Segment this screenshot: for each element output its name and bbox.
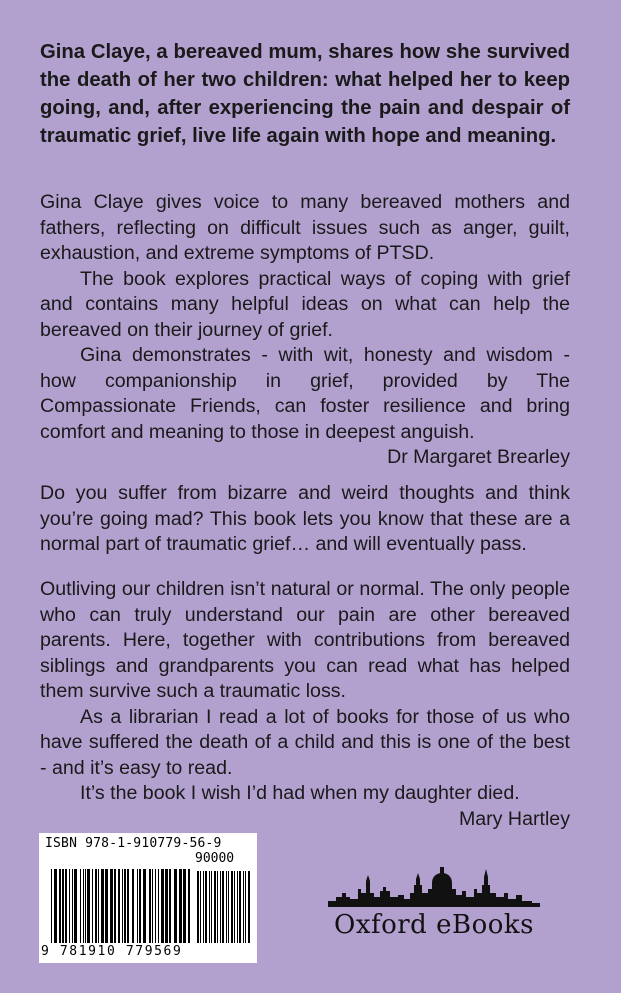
barcode-bar <box>51 869 52 943</box>
barcode-bar <box>74 869 77 943</box>
barcode-bar <box>85 869 86 943</box>
barcode-bar <box>80 869 81 943</box>
review-paragraph: It’s the book I wish I’d had when my daughter died. <box>80 782 520 804</box>
barcode-bar <box>165 869 168 943</box>
barcode-bar <box>174 869 177 943</box>
review-hartley <box>40 577 570 832</box>
barcode-bar <box>234 871 235 943</box>
barcode-bar <box>83 869 84 943</box>
review-paragraph: Gina demonstrates - with wit, honesty and wisdom - how companionship in grief, provided by The Compassionate Friends, can foster resilience and bring comfort and meaning to those in deepest anguish. <box>40 344 570 443</box>
barcode-bar <box>122 869 123 943</box>
barcode-bar <box>237 871 238 943</box>
barcode-bar <box>137 869 138 943</box>
barcode-bar <box>245 871 246 943</box>
isbn-label: ISBN 978-1-910779-56-9 <box>45 836 222 851</box>
barcode-bar <box>158 869 159 943</box>
barcode-bar <box>188 869 190 943</box>
barcode-bar <box>217 871 218 943</box>
barcode-bar <box>197 871 199 943</box>
barcode-bar <box>114 869 116 943</box>
barcode-bar <box>222 871 224 943</box>
question-text: Do you suffer from bizarre and weird thoughts and think you’re going mad? This book lets you know that these are a normal part of traumatic grief… and will eventually pass. <box>40 482 570 555</box>
review-author: Mary Hartley <box>458 807 570 830</box>
barcode-bar <box>209 871 210 943</box>
barcode-bar <box>161 869 164 943</box>
barcode-bar <box>110 869 113 943</box>
barcode-bar <box>62 869 64 943</box>
review-paragraph: The book explores practical ways of coping with grief and contains many helpful ideas on what can help the bereaved on their journey of grief. <box>40 267 570 341</box>
review-paragraph: As a librarian I read a lot of books for those of us who have suffered the death of a child and this is one of the best - and it’s easy to read. <box>40 705 570 779</box>
ean-digits: 9 781910 779569 <box>41 944 183 959</box>
barcode-bar <box>239 871 241 943</box>
barcode-bar <box>95 869 97 943</box>
barcode-bar <box>214 871 216 943</box>
barcode-bar <box>155 869 156 943</box>
barcode-bar <box>152 869 153 943</box>
barcode-bar <box>143 869 146 943</box>
intro-blurb: Gina Claye, a bereaved mum, shares how she survived the death of her two children: what helped her to keep going, and, after experiencing the pain and despair of traumatic grief, live life again with hope and meaning. <box>40 41 570 147</box>
barcode-bar <box>87 869 90 943</box>
barcode-bar <box>98 869 99 943</box>
publisher-name: Oxford eBooks <box>334 910 534 940</box>
barcode-bar <box>69 869 70 943</box>
barcode-bar <box>231 871 233 943</box>
barcode-bar <box>54 869 57 943</box>
barcode-bar <box>65 869 67 943</box>
question-blurb <box>40 481 570 558</box>
barcode-bar <box>228 871 229 943</box>
barcode-bar <box>248 871 250 943</box>
barcode-bar <box>139 869 141 943</box>
barcode-bar <box>203 871 204 943</box>
barcode-bar <box>105 869 108 943</box>
barcode-bar <box>127 869 129 943</box>
price-code: 90000 <box>195 851 235 866</box>
barcode-bar <box>169 869 171 943</box>
barcode-bar <box>101 869 104 943</box>
barcode-bar <box>72 869 73 943</box>
barcode-bar <box>211 871 212 943</box>
barcode-bar <box>149 869 151 943</box>
review-paragraph: Gina Claye gives voice to many bereaved mothers and fathers, reflecting on difficult issues such as anger, guilt, exhaustion, and extreme symptoms of PTSD. <box>40 191 570 264</box>
review-author: Dr Margaret Brearley <box>387 446 570 468</box>
barcode-bar <box>92 869 93 943</box>
barcode-bar <box>200 871 201 943</box>
barcode-bar <box>183 869 186 943</box>
barcode-bar <box>118 869 120 943</box>
barcode-bar <box>179 869 182 943</box>
barcode-bar <box>226 871 227 943</box>
review-brearley <box>40 190 570 471</box>
publisher-logo <box>316 863 552 943</box>
barcode-bar <box>124 869 126 943</box>
barcode-bar <box>243 871 244 943</box>
city-skyline-icon <box>328 863 540 907</box>
review-paragraph: Outliving our children isn’t natural or normal. The only people who can truly understand our pain are other bereaved parents. Here, together with contributions from bereaved siblings and grandparents you can read what has helped them survive such a traumatic loss. <box>40 578 570 702</box>
barcode-bar <box>220 871 221 943</box>
barcode-bar <box>205 871 207 943</box>
isbn-barcode <box>39 833 257 963</box>
barcode-bar <box>59 869 61 943</box>
barcode-bar <box>132 869 134 943</box>
